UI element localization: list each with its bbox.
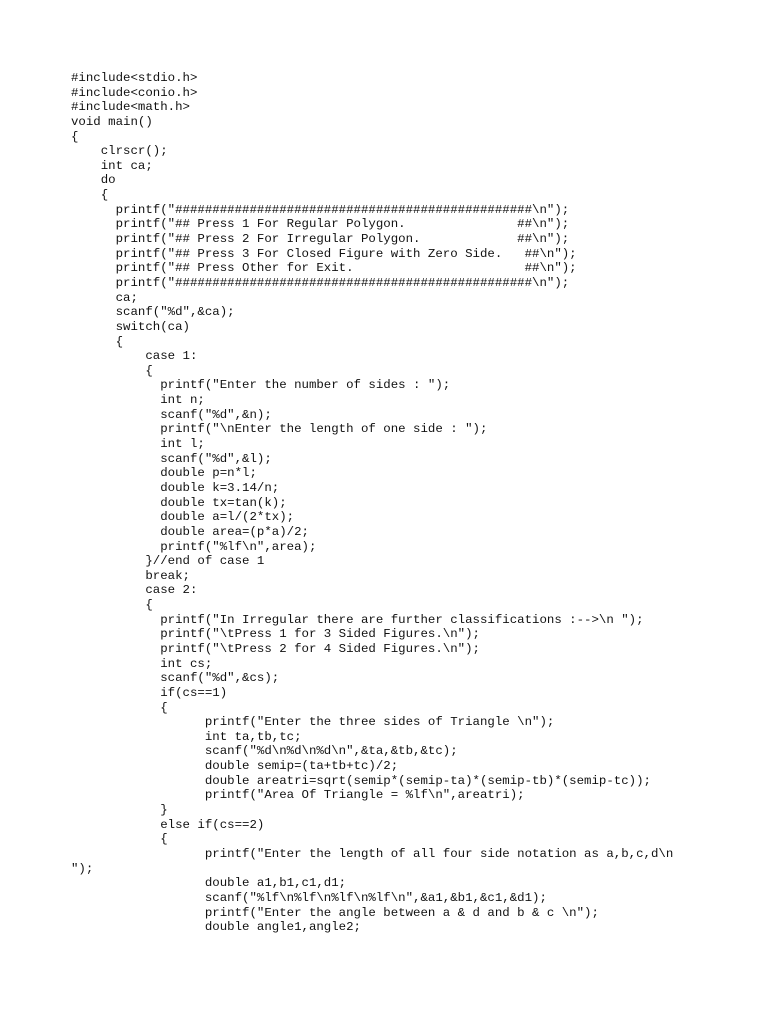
code-line: printf("In Irregular there are further classifications :-->\n "); [71,612,644,627]
code-line: } [71,803,168,818]
code-line: printf("################################################\n"); [71,275,570,290]
code-line: void main() [71,114,153,129]
code-line: double a1,b1,c1,d1; [71,876,347,891]
code-line: { [71,832,168,847]
code-line: int cs; [71,656,213,671]
code-line: case 1: [71,349,198,364]
code-line: { [71,334,124,349]
code-line: scanf("%lf\n%lf\n%lf\n%lf\n",&a1,&b1,&c1,&d1); [71,890,547,905]
code-line: double angle1,angle2; [71,920,361,935]
code-line: }//end of case 1 [71,554,265,569]
code-line: printf("Enter the three sides of Triangle \n"); [71,715,555,730]
code-line: double k=3.14/n; [71,480,280,495]
code-line: "); [71,861,94,876]
code-line: printf("\nEnter the length of one side : "); [71,422,488,437]
code-line: double areatri=sqrt(semip*(semip-ta)*(semip-tb)*(semip-tc)); [71,773,651,788]
code-line: scanf("%d",&ca); [71,305,235,320]
code-line: printf("################################################\n"); [71,202,570,217]
code-line: int n; [71,393,205,408]
code-line: double tx=tan(k); [71,495,287,510]
code-line: printf("\tPress 2 for 4 Sided Figures.\n"); [71,641,480,656]
code-line: break; [71,568,190,583]
code-line: printf("Area Of Triangle = %lf\n",areatri); [71,788,525,803]
code-line: ca; [71,290,138,305]
code-line: double semip=(ta+tb+tc)/2; [71,759,399,774]
code-line: #include<stdio.h> [71,71,198,85]
code-line: printf("## Press Other for Exit. ##\n"); [71,261,577,276]
code-line: scanf("%d\n%d\n%d\n",&ta,&tb,&tc); [71,744,458,759]
code-line: printf("Enter the number of sides : "); [71,378,451,393]
code-line: double p=n*l; [71,466,257,481]
code-line: scanf("%d",&cs); [71,671,280,686]
code-line: scanf("%d",&l); [71,451,272,466]
code-line: { [71,598,153,613]
code-line: { [71,188,109,203]
code-line: { [71,129,79,144]
code-line: printf("Enter the angle between a & d and b & c \n"); [71,905,599,920]
code-line: printf("\tPress 1 for 3 Sided Figures.\n"); [71,627,480,642]
code-line: printf("Enter the length of all four side notation as a,b,c,d\n [71,846,674,861]
code-line: printf("%lf\n",area); [71,539,317,554]
code-line: #include<math.h> [71,100,190,115]
code-line: { [71,363,153,378]
code-line: int ca; [71,158,153,173]
code-line: if(cs==1) [71,685,228,700]
code-line: printf("## Press 1 For Regular Polygon. ##\n"); [71,217,570,232]
code-line: int ta,tb,tc; [71,729,302,744]
code-line: int l; [71,437,205,452]
code-line: case 2: [71,583,198,598]
code-line: #include<conio.h> [71,85,198,100]
code-line: printf("## Press 2 For Irregular Polygon. ##\n"); [71,232,570,247]
code-line: { [71,700,168,715]
code-listing [71,71,761,935]
code-line: double a=l/(2*tx); [71,510,295,525]
code-line: printf("## Press 3 For Closed Figure with Zero Side. ##\n"); [71,246,577,261]
code-line: else if(cs==2) [71,817,265,832]
code-line: switch(ca) [71,319,190,334]
code-line: scanf("%d",&n); [71,407,272,422]
code-line: clrscr(); [71,144,168,159]
code-line: double area=(p*a)/2; [71,524,309,539]
code-line: do [71,173,116,188]
